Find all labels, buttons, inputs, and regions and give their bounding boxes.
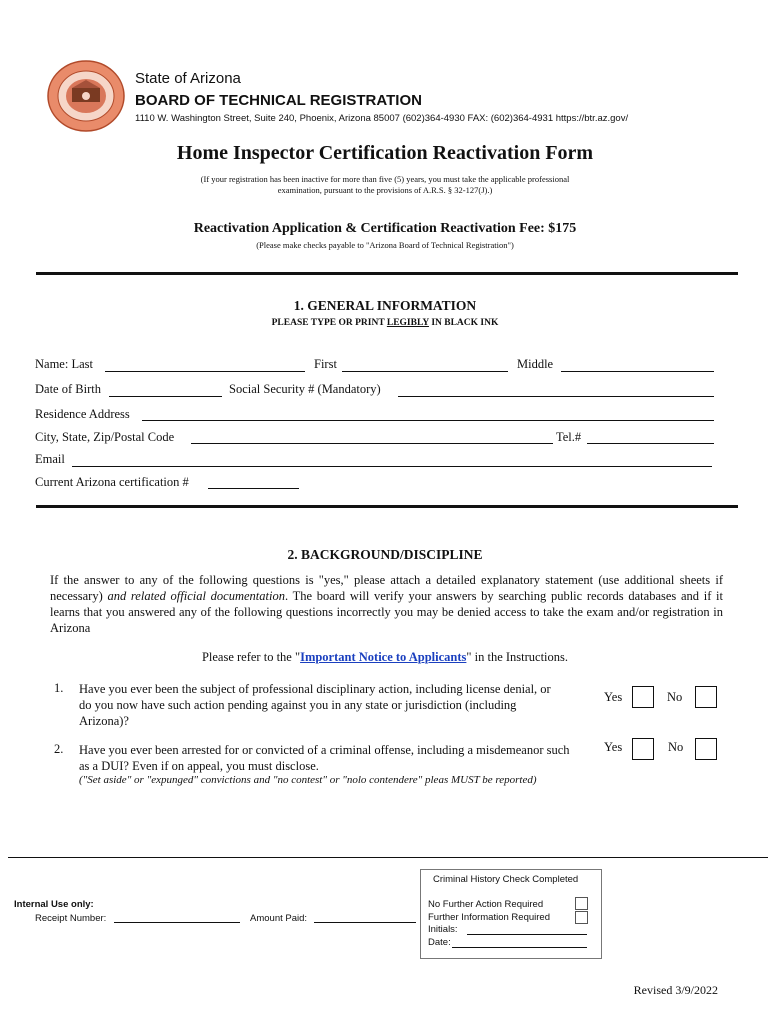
refer-text-a: Please refer to the " <box>201 650 301 664</box>
date-label: Date: <box>428 937 451 948</box>
instructions-text-a: PLEASE TYPE OR PRINT <box>271 318 387 328</box>
state-seal-icon <box>44 58 128 134</box>
instructions-text-b: IN BLACK INK <box>428 318 499 328</box>
amount-paid-field[interactable] <box>314 922 416 923</box>
question1-no-checkbox[interactable] <box>695 686 717 708</box>
middle-name-field[interactable] <box>561 371 714 372</box>
inactive-note-line1: (If your registration has been inactive for more than five (5) years, you must take the applicable professional <box>200 174 570 184</box>
question2-number: 2. <box>54 742 64 756</box>
question1-yes-checkbox[interactable] <box>632 686 654 708</box>
refer-text-b: " in the Instructions. <box>466 650 569 664</box>
first-name-label: First <box>314 357 337 371</box>
ssn-label: Social Security # (Mandatory) <box>229 382 381 396</box>
divider-top <box>36 272 738 275</box>
residence-label: Residence Address <box>35 407 130 421</box>
criminal-history-title: Criminal History Check Completed <box>433 874 579 885</box>
initials-label: Initials: <box>428 924 458 935</box>
question2-yes-checkbox[interactable] <box>632 738 654 760</box>
org-board-name: BOARD OF TECHNICAL REGISTRATION <box>135 92 422 109</box>
background-text-italic: and related official documentation <box>107 589 285 603</box>
instructions-legibly: LEGIBLY <box>386 318 429 328</box>
background-text-a: If the answer to any of the following questions is "yes," please attach a detailed explanatory statement (use additional sheets if necessary) <box>50 573 723 603</box>
revised-date: Revised 3/9/2022 <box>633 983 718 997</box>
section2-title: 2. BACKGROUND/DISCIPLINE <box>287 547 483 562</box>
receipt-number-label: Receipt Number: <box>35 913 107 924</box>
dob-label: Date of Birth <box>35 382 101 396</box>
city-field[interactable] <box>191 443 553 444</box>
no-further-action-checkbox[interactable] <box>575 897 588 910</box>
background-text-b: . The board will verify your answers by searching public records databases and if it learns that you answered any of the following questions incorrectly you may be denied access to take the exam and/or registration in Arizona <box>50 589 723 635</box>
tel-field[interactable] <box>587 443 714 444</box>
last-name-field[interactable] <box>105 371 305 372</box>
dob-field[interactable] <box>109 396 222 397</box>
question2-no-label: No <box>668 740 684 754</box>
first-name-field[interactable] <box>342 371 508 372</box>
no-further-action-label: No Further Action Required <box>428 899 544 910</box>
form-title: Home Inspector Certification Reactivation Form <box>176 142 594 164</box>
question1-text: Have you ever been the subject of professional disciplinary action, including license denial, or do you now have such action pending against you in any state or jurisdiction (including Arizona)? <box>79 682 551 728</box>
middle-name-label: Middle <box>517 357 554 371</box>
residence-field[interactable] <box>142 420 714 421</box>
divider-internal <box>8 857 768 858</box>
inactive-note-line2: examination, pursuant to the provisions of A.R.S. § 32-127(J).) <box>277 185 493 195</box>
refer-notice <box>0 650 770 665</box>
internal-use-label: Internal Use only: <box>14 899 94 910</box>
question2-no-checkbox[interactable] <box>695 738 717 760</box>
section1-title: 1. GENERAL INFORMATION <box>293 298 477 313</box>
initials-field[interactable] <box>467 934 587 935</box>
question1-no-label: No <box>667 690 683 704</box>
receipt-number-field[interactable] <box>114 922 240 923</box>
fee-heading: Reactivation Application & Certification Reactivation Fee: $175 <box>193 221 577 236</box>
cert-label: Current Arizona certification # <box>35 475 189 489</box>
further-info-checkbox[interactable] <box>575 911 588 924</box>
date-field[interactable] <box>452 947 587 948</box>
org-state-name: State of Arizona <box>135 70 241 87</box>
checks-payable-note: (Please make checks payable to "Arizona Board of Technical Registration") <box>256 240 514 250</box>
important-notice-link[interactable]: Important Notice to Applicants <box>300 650 467 664</box>
question2-note: ("Set aside" or "expunged" convictions and "no contest" or "nolo contendere" pleas MUST be reported) <box>79 774 537 786</box>
question1-number: 1. <box>54 681 64 695</box>
question2-text: Have you ever been arrested for or convicted of a criminal offense, including a misdemeanor such as a DUI? Even if on appeal, you must disclose. <box>79 743 570 773</box>
name-last-label: Name: Last <box>35 357 93 371</box>
city-label: City, State, Zip/Postal Code <box>35 430 175 444</box>
ssn-field[interactable] <box>398 396 714 397</box>
divider-section1 <box>36 505 738 508</box>
inactive-note <box>170 174 600 196</box>
further-info-label: Further Information Required <box>428 912 550 923</box>
amount-paid-label: Amount Paid: <box>250 913 308 924</box>
email-field[interactable] <box>72 466 712 467</box>
email-label: Email <box>35 452 65 466</box>
cert-field[interactable] <box>208 488 299 489</box>
org-address: 1110 W. Washington Street, Suite 240, Phoenix, Arizona 85007 (602)364-4930 FAX: (602)364-4931 https://btr.az.gov/ <box>135 113 629 124</box>
question2-yes-label: Yes <box>604 740 623 754</box>
background-instructions <box>50 572 723 636</box>
question1-yes-label: Yes <box>604 690 623 704</box>
section1-instructions <box>0 318 770 328</box>
tel-label: Tel.# <box>556 430 582 444</box>
